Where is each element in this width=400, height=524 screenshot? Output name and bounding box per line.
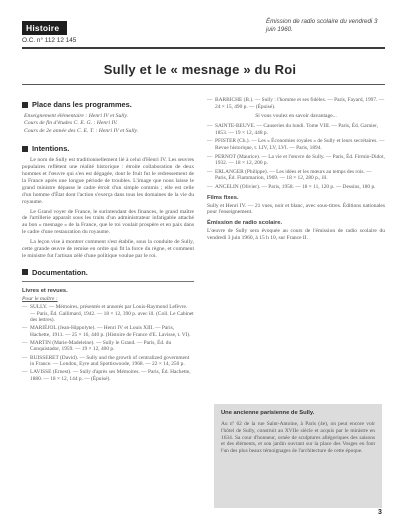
bibliography-entry: — PERNOT (Maurice). — La vie et l'œuvre de Sully. — Paris, Éd. Firmin-Didot, 1932. — 18 × 12, 200 p. bbox=[207, 153, 385, 167]
documentation-heading-text: Documentation. bbox=[32, 267, 88, 277]
document-code: O.C. n° 112 12 145 bbox=[22, 37, 77, 44]
emission-heading: Émission de radio scolaire. bbox=[207, 220, 283, 227]
programmes-list bbox=[22, 113, 194, 135]
header-rule bbox=[22, 47, 385, 49]
intentions-paragraph: Le nom de Sully est traditionnellement lié à celui d'Henri IV. Les œuvres populaires reflètent une réalité historique : étroite collaboration de deux hommes et l'œuvre qui s'en est dégagée, dont le fruit fut le redressement de la France après une longue période de troubles. L'image que nous laisse le grand ministre dépasse le cadre étroit d'un simple commis ; elle est celle d'un homme d'État dont l'action s'exerça dans tous les domaines de la vie du royaume. bbox=[22, 157, 194, 205]
programmes-heading-text: Place dans les programmes. bbox=[32, 100, 132, 109]
square-bullet-icon bbox=[22, 146, 28, 152]
section-tag: Histoire bbox=[22, 21, 67, 35]
broadcast-note: Émission de radio scolaire du vendredi 3 juin 1960. bbox=[266, 18, 378, 33]
documentation-subheading: Livres et revues. bbox=[22, 287, 68, 294]
programme-line: Cours de 2e année des C. E. T. : Henri IV et Sully. bbox=[24, 127, 139, 134]
bibliography-entry: — BUISSERET (David). — Sully and the growth of centralized government in France. — London, Eyre and Spottiswoode, 1968. — 22 × 14, 250 p. bbox=[22, 354, 190, 368]
square-bullet-icon bbox=[22, 102, 28, 108]
right-column bbox=[207, 97, 385, 242]
title-rule bbox=[22, 84, 385, 85]
programme-line: Enseignement élémentaire : Henri IV et Sully. bbox=[24, 113, 129, 119]
bibliography-entry: — PFISTER (Ch.). — Les « Économies royales » de Sully et leurs secrétaires. — Revue historique, t. LIV, LV, LVI. — Paris, 1894. bbox=[207, 138, 385, 151]
documentation-heading bbox=[22, 268, 194, 277]
documentation-subheading-2: Pour le maître : bbox=[22, 295, 58, 302]
bibliography-entry: — MARTIN (Marie-Madeleine). — Sully le Grand. — Paris, Éd. du Conquistador, 1959. — 19 × 12, 400 p. bbox=[22, 339, 172, 353]
intentions-heading-text: Intentions. bbox=[32, 144, 70, 154]
bibliography-entry: — ANCELIN (Olivier). — Paris, 1958. — 18 × 11, 120 p. — Dessins, 180 p. bbox=[207, 183, 376, 190]
page-number: 3 bbox=[378, 509, 382, 516]
bibliography-entry: — MARIÉJOL (Jean-Hippolyte). — Henri IV et Louis XIII. — Paris, Hachette, 1911. — 25 × 16, 440 p. (Histoire de France d'E. Lavisse, t. VI). bbox=[22, 325, 191, 338]
intentions-paragraph: La leçon vise à montrer comment s'est établie, sous la conduite de Sully, cette grande œuvre de remise en ordre qui fit la force du règne, et comment le ministre fut l'artisan zélé d'une politique voulue par le roi. bbox=[22, 239, 194, 259]
left-column bbox=[22, 100, 194, 384]
info-box-text: Au nº 62 de la rue Saint-Antoine, à Paris (4e), on peut encore voir l'hôtel de Sully, construit au XVIIe siècle et acquis par le ministre en 1634. Sa cour d'honneur, ornée de sculptures allégoriques des saisons et des éléments, et son jardin ouvrant sur la place des Vosges en font l'un des plus beaux témoignages de l'architecture de cette époque. bbox=[221, 421, 375, 455]
page-title: Sully et le « mesnage » du Roi bbox=[103, 62, 297, 77]
bibliography-entry: — BARBICHE (B.). — Sully : l'homme et ses fidèles. — Paris, Fayard, 1997. — 24 × 15, 490 p. — (Épuisé). bbox=[207, 97, 385, 110]
section-divider bbox=[22, 281, 194, 282]
info-box-title: Une ancienne parisienne de Sully. bbox=[221, 410, 315, 416]
square-bullet-icon bbox=[22, 269, 28, 275]
programmes-heading bbox=[22, 100, 194, 109]
bibliography-entry: — LAVISSE (Ernest). — Sully d'après ses Mémoires. — Paris, Éd. Hachette, 1880. — 18 × 12, 144 p. — (Épuisé). bbox=[22, 369, 191, 382]
bibliography-entry: — SAINTE-BEUVE. — Causeries du lundi. Tome VIII. — Paris, Éd. Garnier, 1853. — 19 × 12, 448 p. bbox=[207, 123, 378, 136]
further-reading-note: Si vous voulez en savoir davantage... bbox=[255, 113, 337, 120]
films-text: Sully et Henri IV. — 21 vues, noir et blanc, avec sous-titres. Éditions nationales pour l'enseignement. bbox=[207, 202, 385, 216]
intentions-paragraph: Le Grand voyer de France, le surintendant des finances, le grand maître de l'artillerie apparaît sous les traits d'un administrateur infatigable attaché au bon « mesnage » de la France, que le roi voulait prospère et en paix dans le cadre d'une restauration du royaume. bbox=[22, 208, 194, 236]
bibliography-entry: — ERLANGER (Philippe). — Les idées et les mœurs au temps des rois. — Paris, Éd. Flammarion, 1969. — 18 × 12, 280 p., ill. bbox=[207, 168, 372, 182]
films-heading: Films fixes. bbox=[207, 194, 239, 201]
programme-line: Cours de fin d'études C. E. G. : Henri IV. bbox=[24, 120, 118, 127]
intentions-heading bbox=[22, 144, 194, 153]
bibliography-entry: — SULLY. — Mémoires, présentés et annotés par Louis-Raymond Lefèvre. — Paris, Éd. Gallimard, 1942. — 18 × 12, 390 p. avec ill. (Coll. Le Cabinet des lettres). bbox=[22, 303, 194, 324]
info-box bbox=[214, 404, 382, 508]
emission-text: L'œuvre de Sully sera évoquée au cours de l'émission de radio scolaire du vendredi 3 juin 1960, à 15 h 10, sur France II. bbox=[207, 228, 385, 241]
